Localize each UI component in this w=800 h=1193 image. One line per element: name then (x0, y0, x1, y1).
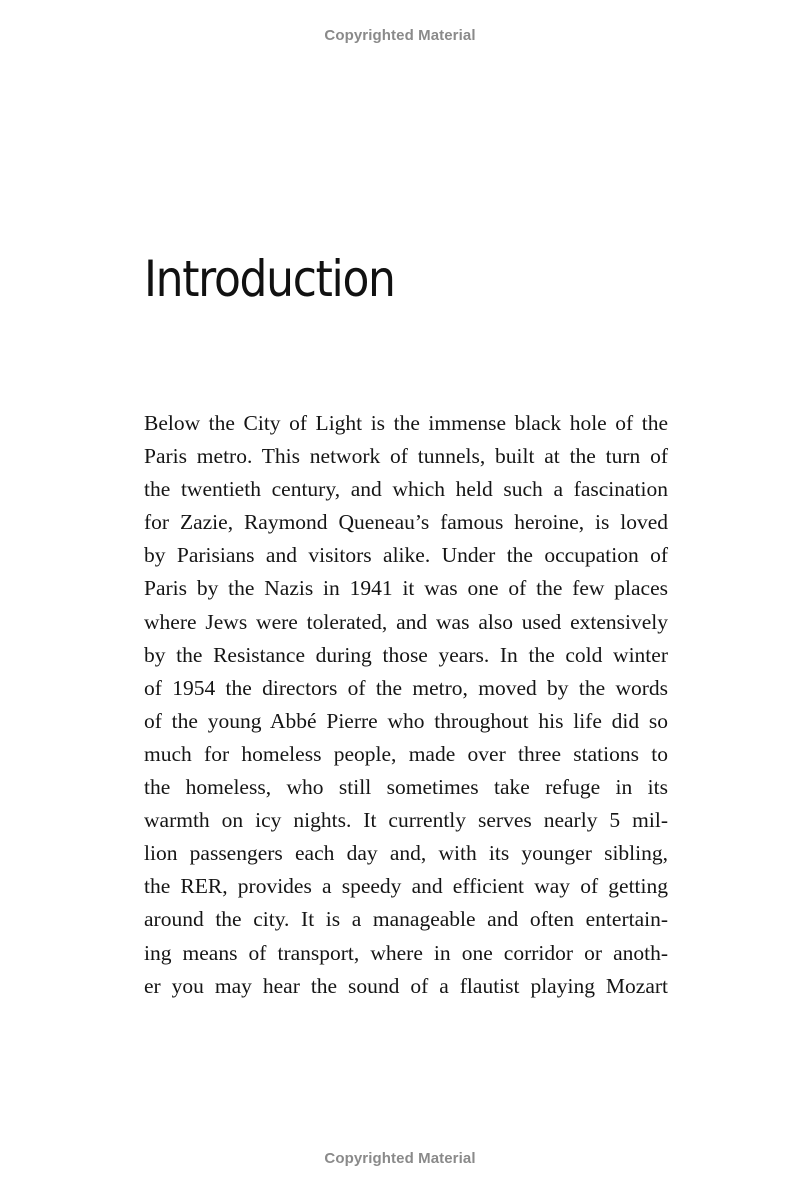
text-line: of 1954 the directors of the metro, moved by the words (144, 675, 668, 700)
chapter-title: Introduction (144, 250, 395, 308)
body-paragraph (144, 407, 668, 1003)
text-line: the twentieth century, and which held such a fascination (144, 477, 668, 502)
text-line: er you may hear the sound of a flautist playing Mozart (144, 973, 668, 998)
text-line: for Zazie, Raymond Queneau’s famous heroine, is loved (144, 510, 668, 535)
text-line: Paris metro. This network of tunnels, built at the turn of (144, 444, 668, 469)
text-line: Below the City of Light is the immense black hole of the (144, 411, 668, 435)
text-line: Paris by the Nazis in 1941 it was one of the few places (144, 576, 668, 601)
text-line: the RER, provides a speedy and efficient way of getting (144, 874, 668, 899)
text-line: of the young Abbé Pierre who throughout his life did so (144, 708, 668, 733)
text-line: much for homeless people, made over three stations to (144, 741, 668, 766)
watermark-top: Copyrighted Material (324, 27, 476, 44)
text-line: by the Resistance during those years. In the cold winter (144, 642, 668, 667)
text-line: the homeless, who still sometimes take refuge in its (144, 775, 668, 800)
text-line: ing means of transport, where in one corridor or anoth- (144, 940, 668, 965)
text-line: where Jews were tolerated, and was also used extensively (144, 609, 668, 634)
text-line: lion passengers each day and, with its younger sibling, (144, 841, 668, 866)
text-line: warmth on icy nights. It currently serves nearly 5 mil- (144, 808, 668, 833)
text-line: around the city. It is a manageable and often entertain- (144, 907, 668, 932)
watermark-bottom: Copyrighted Material (324, 1150, 476, 1167)
text-line: by Parisians and visitors alike. Under the occupation of (144, 543, 668, 568)
